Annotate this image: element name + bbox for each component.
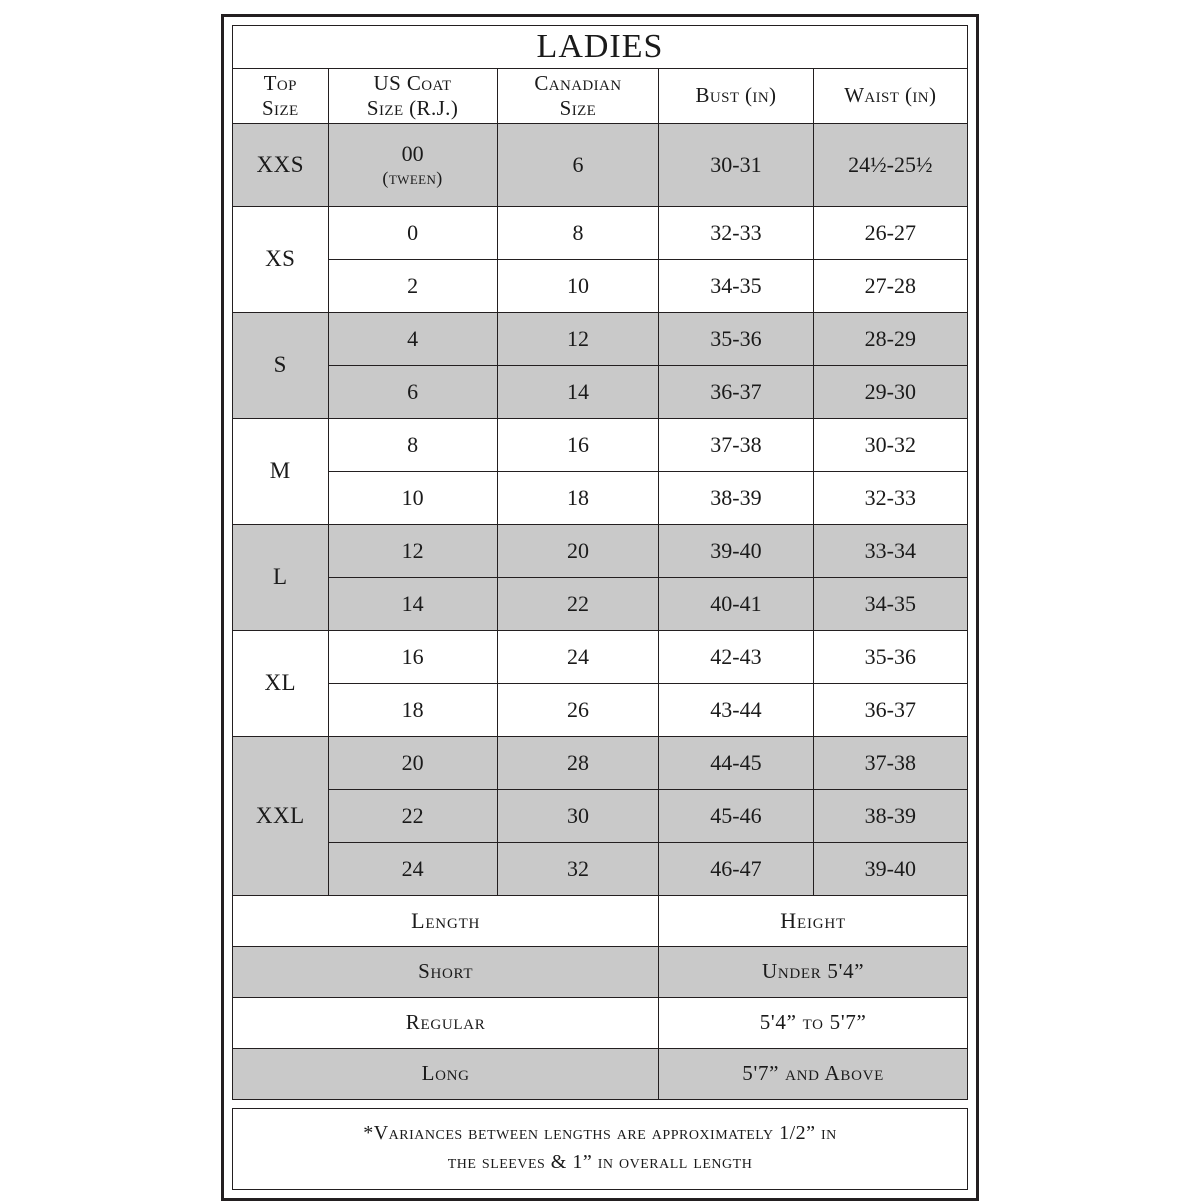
row-waist: 34-35 (813, 577, 967, 630)
table-row (233, 630, 968, 683)
row-canadian-size: 32 (497, 842, 659, 895)
row-canadian-size: 8 (497, 206, 659, 259)
row-waist: 36-37 (813, 683, 967, 736)
length-value: Regular (233, 997, 659, 1048)
row-us-coat-size: 2 (328, 259, 497, 312)
row-us-coat-size: 16 (328, 630, 497, 683)
row-waist: 33-34 (813, 524, 967, 577)
row-bust: 37-38 (659, 418, 813, 471)
row-bust: 44-45 (659, 736, 813, 789)
row-bust: 39-40 (659, 524, 813, 577)
height-value: 5'4” to 5'7” (659, 997, 968, 1048)
table-row (233, 365, 968, 418)
row-us-coat-size (328, 123, 497, 206)
row-canadian-size: 6 (497, 123, 659, 206)
table-row (233, 259, 968, 312)
row-waist: 32-33 (813, 471, 967, 524)
row-canadian-size: 30 (497, 789, 659, 842)
table-row (233, 418, 968, 471)
length-height-row (233, 997, 968, 1048)
row-canadian-size: 24 (497, 630, 659, 683)
height-header: Height (659, 895, 968, 946)
header-line-2: Size (R.J.) (366, 95, 459, 120)
row-bust: 38-39 (659, 471, 813, 524)
row-us-coat-size: 4 (328, 312, 497, 365)
row-waist: 30-32 (813, 418, 967, 471)
row-waist: 37-38 (813, 736, 967, 789)
length-value: Short (233, 946, 659, 997)
row-us-coat-size: 8 (328, 418, 497, 471)
row-top-size: XXL (233, 736, 329, 895)
us-coat-note: (tween) (382, 167, 443, 188)
column-header-us-coat-size (328, 69, 497, 124)
row-us-coat-size: 10 (328, 471, 497, 524)
column-header-bust (659, 69, 813, 124)
row-canadian-size: 14 (497, 365, 659, 418)
header-line-2: Size (261, 95, 299, 120)
footnote-line-1: *Variances between lengths are approximately 1/2” in (363, 1121, 837, 1144)
row-us-coat-size: 24 (328, 842, 497, 895)
table-row (233, 842, 968, 895)
column-header-canadian-size (497, 69, 659, 124)
header-row (233, 69, 968, 124)
column-header-waist (813, 69, 967, 124)
length-height-row (233, 1048, 968, 1099)
header-line-1: Bust (in) (695, 83, 777, 108)
row-top-size: XL (233, 630, 329, 736)
row-bust: 45-46 (659, 789, 813, 842)
table-row (233, 471, 968, 524)
row-canadian-size: 26 (497, 683, 659, 736)
length-header: Length (233, 895, 659, 946)
row-bust: 40-41 (659, 577, 813, 630)
row-bust: 36-37 (659, 365, 813, 418)
row-bust: 43-44 (659, 683, 813, 736)
row-waist: 28-29 (813, 312, 967, 365)
row-waist: 35-36 (813, 630, 967, 683)
header-line-1: Canadian (534, 71, 622, 95)
row-bust: 46-47 (659, 842, 813, 895)
row-canadian-size: 10 (497, 259, 659, 312)
row-canadian-size: 22 (497, 577, 659, 630)
row-canadian-size: 28 (497, 736, 659, 789)
row-bust: 32-33 (659, 206, 813, 259)
row-bust: 35-36 (659, 312, 813, 365)
table-row (233, 736, 968, 789)
row-canadian-size: 20 (497, 524, 659, 577)
row-waist: 29-30 (813, 365, 967, 418)
row-canadian-size: 18 (497, 471, 659, 524)
row-us-coat-size: 6 (328, 365, 497, 418)
table-row (233, 577, 968, 630)
row-canadian-size: 12 (497, 312, 659, 365)
row-waist: 26-27 (813, 206, 967, 259)
row-bust: 42-43 (659, 630, 813, 683)
table-row (233, 206, 968, 259)
title-row (233, 26, 968, 69)
row-us-coat-size: 18 (328, 683, 497, 736)
chart-title: LADIES (233, 26, 968, 69)
row-top-size: M (233, 418, 329, 524)
header-line-1: Top (263, 71, 297, 95)
us-coat-value: 00 (401, 140, 424, 166)
row-us-coat-size: 22 (328, 789, 497, 842)
column-header-top-size (233, 69, 329, 124)
row-us-coat-size: 12 (328, 524, 497, 577)
table-row (233, 123, 968, 206)
row-top-size: L (233, 524, 329, 630)
header-line-1: Waist (in) (844, 83, 937, 108)
height-value: Under 5'4” (659, 946, 968, 997)
row-us-coat-size: 20 (328, 736, 497, 789)
row-canadian-size: 16 (497, 418, 659, 471)
table-row (233, 524, 968, 577)
row-waist: 39-40 (813, 842, 967, 895)
row-top-size: S (233, 312, 329, 418)
row-top-size: XS (233, 206, 329, 312)
table-row (233, 683, 968, 736)
length-height-header-row (233, 895, 968, 946)
table-row (233, 789, 968, 842)
height-value: 5'7” and Above (659, 1048, 968, 1099)
footnote-line-2: the sleeves & 1” in overall length (447, 1150, 753, 1173)
row-waist: 38-39 (813, 789, 967, 842)
footnote (232, 1108, 968, 1190)
row-top-size: XXS (233, 123, 329, 206)
row-waist: 27-28 (813, 259, 967, 312)
length-value: Long (233, 1048, 659, 1099)
row-bust: 34-35 (659, 259, 813, 312)
row-us-coat-size: 0 (328, 206, 497, 259)
row-us-coat-size: 14 (328, 577, 497, 630)
ladies-size-table (232, 25, 968, 1100)
table-row (233, 312, 968, 365)
header-line-1: US Coat (373, 71, 452, 95)
header-line-2: Size (559, 95, 597, 120)
row-bust: 30-31 (659, 123, 813, 206)
row-waist: 24½-25½ (813, 123, 967, 206)
length-height-row (233, 946, 968, 997)
size-chart-frame (221, 14, 979, 1201)
